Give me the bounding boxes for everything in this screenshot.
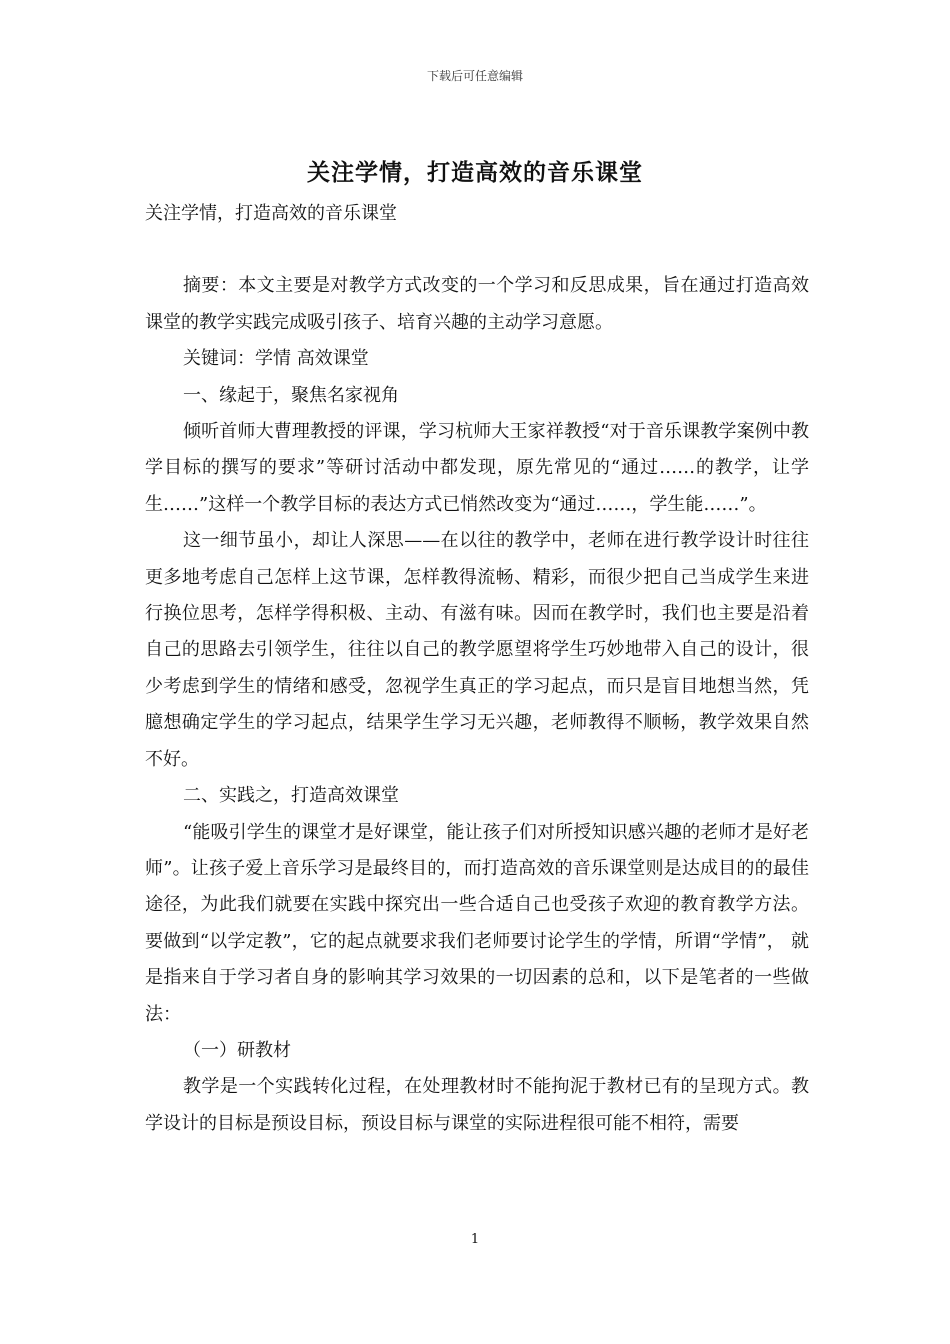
page-number: 1: [470, 1232, 480, 1247]
section-heading-1: 一、缘起于，聚焦名家视角: [183, 384, 399, 406]
body-paragraph: “能吸引学生的课堂才是好课堂，能让孩子们对所授知识感兴趣的老师才是好老师”。让孩子爱上音乐学习是最终目的，而打造高效的音乐课堂则是达成目的的最佳途径，为此我们就要在实践中探究出一些合适自己也受孩子欢迎的教育教学方法。要做到“以学定教”，它的起点就要求我们老师要讨论学生的学情，所谓“学情”， 就是指来自于学习者自身的影响其学习效果的一切因素的总和，以下是笔者的一些做法：: [145, 821, 809, 1025]
body-paragraph: 教学是一个实践转化过程，在处理教材时不能拘泥于教材已有的呈现方式。教学设计的目标是预设目标，预设目标与课堂的实际进程很可能不相符，需要: [145, 1076, 809, 1134]
document-body: [145, 196, 809, 1142]
body-paragraph: 这一细节虽小，却让人深思——在以往的教学中，老师在进行教学设计时往往更多地考虑自己怎样上这节课，怎样教得流畅、精彩，而很少把自己当成学生来进行换位思考，怎样学得积极、主动、有滋有味。因而在教学时，我们也主要是沿着自己的思路去引领学生，往往以自己的教学愿望将学生巧妙地带入自己的设计，很少考虑到学生的情绪和感受，忽视学生真正的学习起点，而只是盲目地想当然，凭臆想确定学生的学习起点，结果学生学习无兴趣，老师教得不顺畅，教学效果自然不好。: [145, 530, 809, 770]
keywords-line: 关键词：学情 高效课堂: [183, 348, 369, 370]
body-paragraph: 倾听首师大曹理教授的评课，学习杭师大王家祥教授“对于音乐课教学案例中教学目标的撰写的要求”等研讨活动中都发现，原先常见的“通过……的教学，让学生……”这样一个教学目标的表达方式已悄然改变为“通过……，学生能……”。: [145, 421, 809, 515]
abstract-paragraph: 摘要：本文主要是对教学方式改变的一个学习和反思成果，旨在通过打造高效课堂的教学实践完成吸引孩子、培育兴趣的主动学习意愿。: [145, 275, 809, 333]
document-title: 关注学情，打造高效的音乐课堂: [307, 159, 643, 186]
document-subtitle: 关注学情，打造高效的音乐课堂: [145, 203, 397, 224]
section-heading-2: 二、实践之，打造高效课堂: [183, 785, 399, 807]
header-note: 下载后可任意编辑: [426, 69, 523, 83]
subsection-heading-1: （一）研教材: [183, 1039, 291, 1061]
